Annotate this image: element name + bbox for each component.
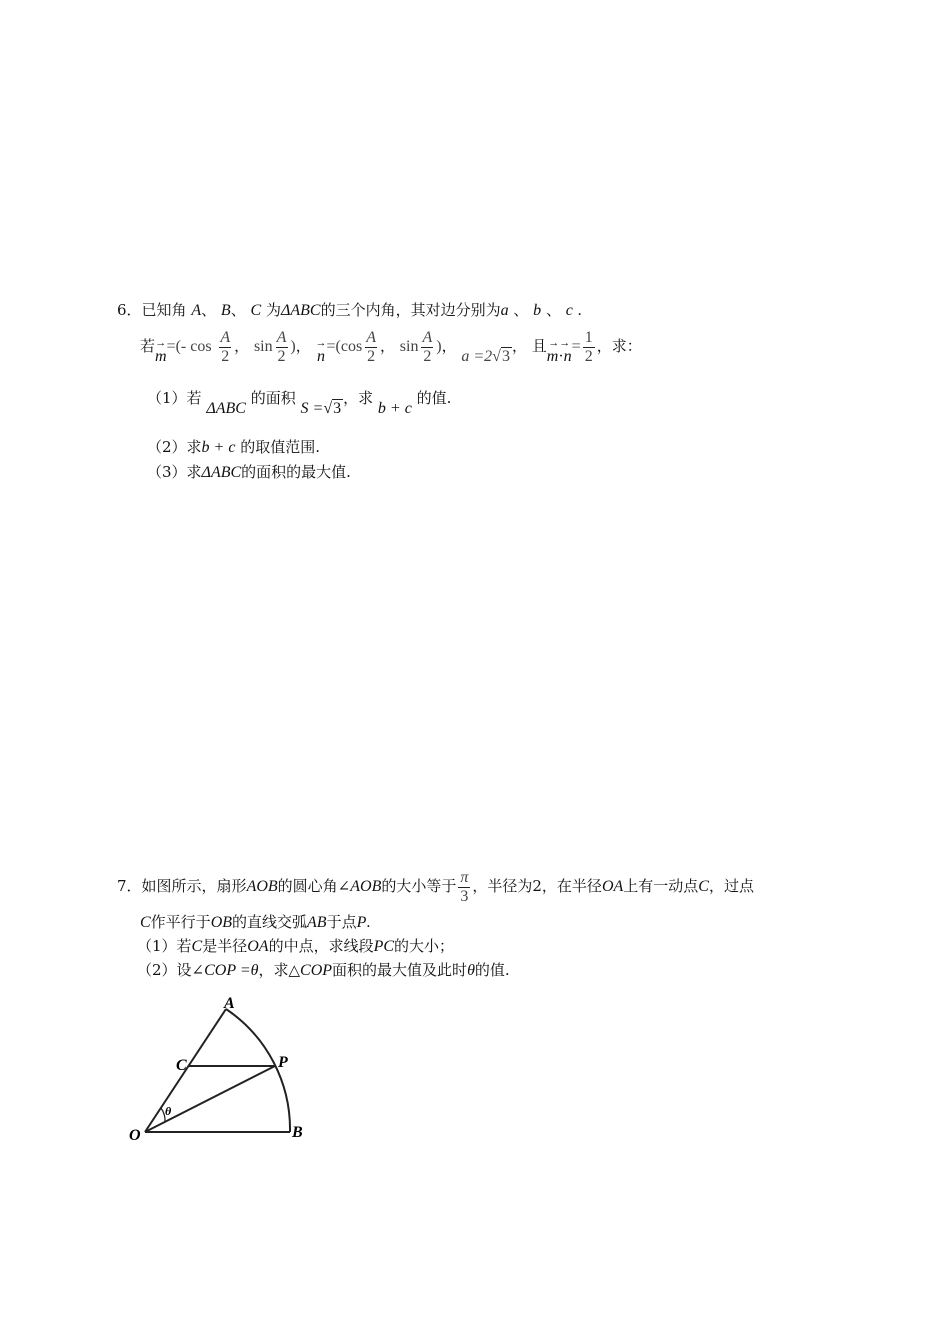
sqrt-3: √3 [323, 400, 342, 417]
q6-line-2: 若 → m =(- cos $\frac{A}{2}$ ， sin $\frac{A}{2}$ )， → n =(cos $\frac{A}{2}$ ， sin $\frac{A}{2}$ )， a =2√3， 且 →→ m·n = $\frac{1}{2}$ ，求： [140, 327, 642, 366]
fraction-one-half: $\frac{1}{2}$ [584, 328, 593, 365]
label-c: C [176, 1057, 187, 1074]
q7-line-1: 7．如图所示，扇形AOB的圆心角∠AOB的大小等于 $\frac{\pi}{3}$ ，半径为2，在半径OA上有一动点C，过点 [117, 868, 754, 905]
q7-part-2: （2）设∠COP =θ，求△COP面积的最大值及此时θ的值. [137, 961, 510, 979]
vector-m-dot-n: →→ m·n [546, 337, 572, 365]
fraction-a-over-2: $\frac{A}{2}$ [220, 328, 231, 365]
fraction-a-over-2: $\frac{A}{2}$ [276, 328, 287, 365]
q6-part-3: （3）求ΔABC的面积的最大值. [147, 463, 351, 481]
sqrt-3: √3 [492, 348, 510, 365]
label-a: A [224, 995, 235, 1012]
q6-part-2: （2）求b + c 的取值范围. [147, 438, 321, 456]
q7-line-2: C作平行于OB的直线交弧AB于点P. [140, 913, 371, 931]
triangle-abc: ΔABC [280, 302, 321, 319]
label-b: B [292, 1124, 303, 1141]
label-theta: θ [165, 1104, 172, 1118]
segment-op [145, 1066, 275, 1132]
label-p: P [278, 1054, 288, 1071]
q7-part-1: （1）若C是半径OA的中点，求线段PC的大小； [137, 937, 455, 955]
vector-n: → n [315, 337, 327, 365]
fraction-a-over-2: $\frac{A}{2}$ [366, 328, 376, 365]
sector-figure [120, 995, 320, 1155]
label-o: O [129, 1127, 141, 1144]
vector-m: → m [155, 337, 167, 365]
q7-number: 7． [117, 877, 142, 895]
fraction-pi-over-3: $\frac{\pi}{3}$ [460, 868, 469, 905]
fraction-a-over-2: $\frac{A}{2}$ [422, 328, 433, 365]
q6-number: 6． [117, 301, 142, 319]
q6-part-1: （1）若 ΔABC 的面积 S =√3，求 b + c 的值. [147, 389, 452, 417]
q6-line-1: 6．已知角 A、 B、 C 为ΔABC的三个内角，其对边分别为a 、 b 、 c . [117, 301, 582, 319]
